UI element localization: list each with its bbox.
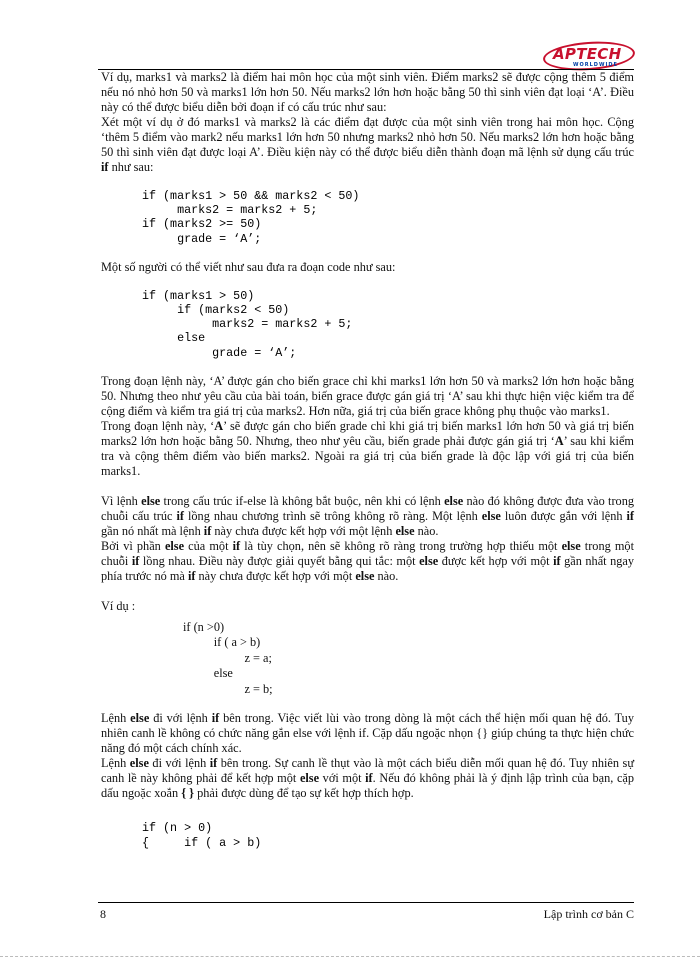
p10-text: . Nếu đó không phải là ý định lập trình của bạn, cặp dấu ngoặc xoắn — [101, 771, 635, 801]
p7-text: của một — [184, 538, 233, 553]
p10-text: phải được dùng để tạo sự kết hợp thích hợp. — [194, 786, 414, 801]
p9-text: bên trong. Việc viết lùi vào trong dòng là một cách thể hiện mối quan hệ đó. Tuy nhiên canh lề không có chức năng gắn else với lệnh if. Cặp dấu ngoặc nhọn {} giúp chúng ta thực hiện chức năng đó một cách chính xác. — [101, 711, 634, 756]
logo-wordmark: APTECH — [553, 45, 622, 63]
p10-braces: { } — [181, 786, 195, 801]
footer-rule — [98, 902, 634, 903]
p9-keyword-else: else — [130, 711, 150, 726]
p6-keyword-if: if — [176, 508, 184, 523]
page-content — [101, 70, 634, 864]
p6-text: lồng nhau chương trình sẽ trông không rõ ràng. Một lệnh — [184, 508, 482, 523]
paragraph-grade-explain — [101, 419, 634, 479]
p9-text: Lệnh — [101, 711, 131, 726]
p9-keyword-if: if — [211, 711, 220, 726]
p6-keyword-else: else — [481, 508, 501, 523]
p7-text: lồng nhau. Điều này được giải quyết bằng qui tắc: một — [139, 553, 420, 568]
logo-subtext: WORLDWIDE — [573, 62, 618, 68]
p6-keyword-if: if — [626, 508, 634, 523]
p10-keyword-else: else — [129, 756, 149, 771]
p6-text: gần nó nhất mà lệnh — [101, 523, 204, 538]
p7-text: là tùy chọn, nên sẽ không rõ ràng trong trường hợp thiếu một — [240, 538, 562, 553]
p7-keyword-if: if — [232, 538, 241, 553]
p6-text: này chưa được kết hợp với một lệnh — [211, 523, 396, 538]
paragraph-braces-explain — [101, 756, 634, 801]
p6-text: Vì lệnh — [101, 493, 142, 508]
p7-text: nào. — [374, 568, 399, 583]
p2-keyword-if: if — [101, 160, 109, 174]
p5-text-c: ’ sau khi kiểm tra và cộng thêm điểm vào biến marks2. Ngoài ra giá trị của biến grade là độc lập với giá trị của biến marks1. — [101, 433, 634, 478]
p10-text: bên trong. Sự canh lề thụt vào là một cách biểu diễn mối quan hệ đó. Tuy nhiên sự canh lề này không phải để kết hợp một — [101, 756, 634, 786]
p6-text: nào. — [414, 523, 439, 538]
page-break-line — [0, 956, 700, 957]
p7-text: gần nhất ngay phía trước nó mà — [101, 553, 634, 583]
page-number: 8 — [100, 907, 106, 921]
paragraph-grace-explain: Trong đoạn lệnh này, ‘A’ được gán cho biến grace chỉ khi marks1 lớn hơn 50 và marks2 lớn hơn hoặc bằng 50. Nhưng theo như yêu cầu của bài toán, biến grace được gán giá trị ‘A’ sau khi thực hiện việc kiểm tra để cộng điểm và kiểm tra giá trị của marks2. Hơn nữa, giá trị của biến grace không phụ thuộc vào marks1. — [101, 373, 634, 418]
p7-keyword-if: if — [187, 568, 196, 583]
p6-text: nào đó không được đưa vào trong chuỗi cấu trúc — [101, 493, 634, 523]
footer-title: Lập trình cơ bản C — [543, 907, 634, 921]
p6-keyword-else: else — [395, 523, 415, 538]
paragraph-else-optional — [101, 494, 634, 539]
p7-keyword-else: else — [561, 538, 581, 553]
p7-text: Bởi vì phần — [101, 538, 165, 553]
p6-text: trong cấu trúc if-else là không bắt buộc, nên khi có lệnh — [160, 493, 445, 508]
p10-text: Lệnh — [101, 756, 130, 771]
p10-keyword-if: if — [365, 771, 373, 786]
paragraph-alt-code: Một số người có thể viết như sau đưa ra đoạn code như sau: — [101, 259, 396, 274]
p7-keyword-else: else — [164, 538, 185, 553]
p5-grade-a-2: A — [554, 433, 564, 448]
p7-keyword-else: else — [355, 568, 375, 583]
p10-keyword-else: else — [299, 771, 320, 786]
aptech-logo — [543, 42, 635, 72]
p7-text: được kết hợp với một — [438, 553, 554, 568]
code-block-3: if (n >0) if ( a > b) z = a; else z = b; — [183, 619, 273, 696]
p7-keyword-else: else — [419, 553, 439, 568]
p7-text: trong một chuỗi — [101, 538, 635, 568]
code-block-1: if (marks1 > 50 && marks2 < 50) marks2 = marks2 + 5; if (marks2 >= 50) grade = ‘A’; — [142, 189, 360, 246]
p9-text: đi với lệnh — [149, 711, 212, 726]
paragraph-indent-explain — [101, 711, 634, 756]
p6-text: luôn được gắn với lệnh — [500, 508, 627, 523]
p7-keyword-if: if — [553, 553, 561, 568]
p5-text-b: ’ sẽ được gán cho biến grade chỉ khi giá trị biến marks1 lớn hơn 50 và giá trị biến marks2 lớn hơn hoặc bằng 50. Nhưng, theo như yêu cầu, biến grade phải được gán giá trị ‘ — [101, 418, 634, 448]
code-block-4: if (n > 0) { if ( a > b) — [142, 821, 262, 850]
paragraph-example-label: Ví dụ : — [101, 598, 136, 613]
code-block-2: if (marks1 > 50) if (marks2 < 50) marks2 = marks2 + 5; else grade = ‘A’; — [142, 288, 353, 360]
p6-keyword-else: else — [141, 493, 161, 508]
p2-text-a: Xét một ví dụ ở đó marks1 và marks2 là các điểm đạt được của một sinh viên trong hai môn học. Cộng ‘thêm 5 điểm vào mark2 nếu marks1 lớn hơn 50 nhưng marks2 nhỏ hơn 50. Nếu marks2 lớn hơn hoặc bằng 50 thì sinh viên đạt được loại A’. Điều kiện này có thể được biểu diễn thành đoạn mã lệnh sử dụng cấu trúc — [101, 115, 634, 159]
p5-text-a: Trong đoạn lệnh này, ‘ — [101, 418, 215, 433]
p10-text: với một — [319, 771, 366, 786]
paragraph-example-desc — [101, 115, 634, 175]
p7-keyword-if: if — [131, 553, 140, 568]
paragraph-else-rule — [101, 539, 634, 584]
p7-text: này chưa được kết hợp với một — [195, 568, 356, 583]
p2-text-b: như sau: — [108, 160, 154, 174]
p10-keyword-if: if — [209, 756, 218, 771]
p5-grade-a: A — [214, 418, 224, 433]
p6-keyword-else: else — [444, 493, 464, 508]
p10-text: đi với lệnh — [148, 756, 210, 771]
p6-keyword-if: if — [203, 523, 212, 538]
paragraph-intro: Ví dụ, marks1 và marks2 là điểm hai môn học của một sinh viên. Điểm marks2 sẽ được cộng thêm 5 điểm nếu nó nhỏ hơn 50 và marks1 lớn hơn 50. Nếu marks2 lớn hơn hoặc bằng 50 thì sinh viên đạt loại ‘A’. Điều này có thể được biểu diễn bởi đoạn if có cấu trúc như sau: — [101, 70, 634, 114]
